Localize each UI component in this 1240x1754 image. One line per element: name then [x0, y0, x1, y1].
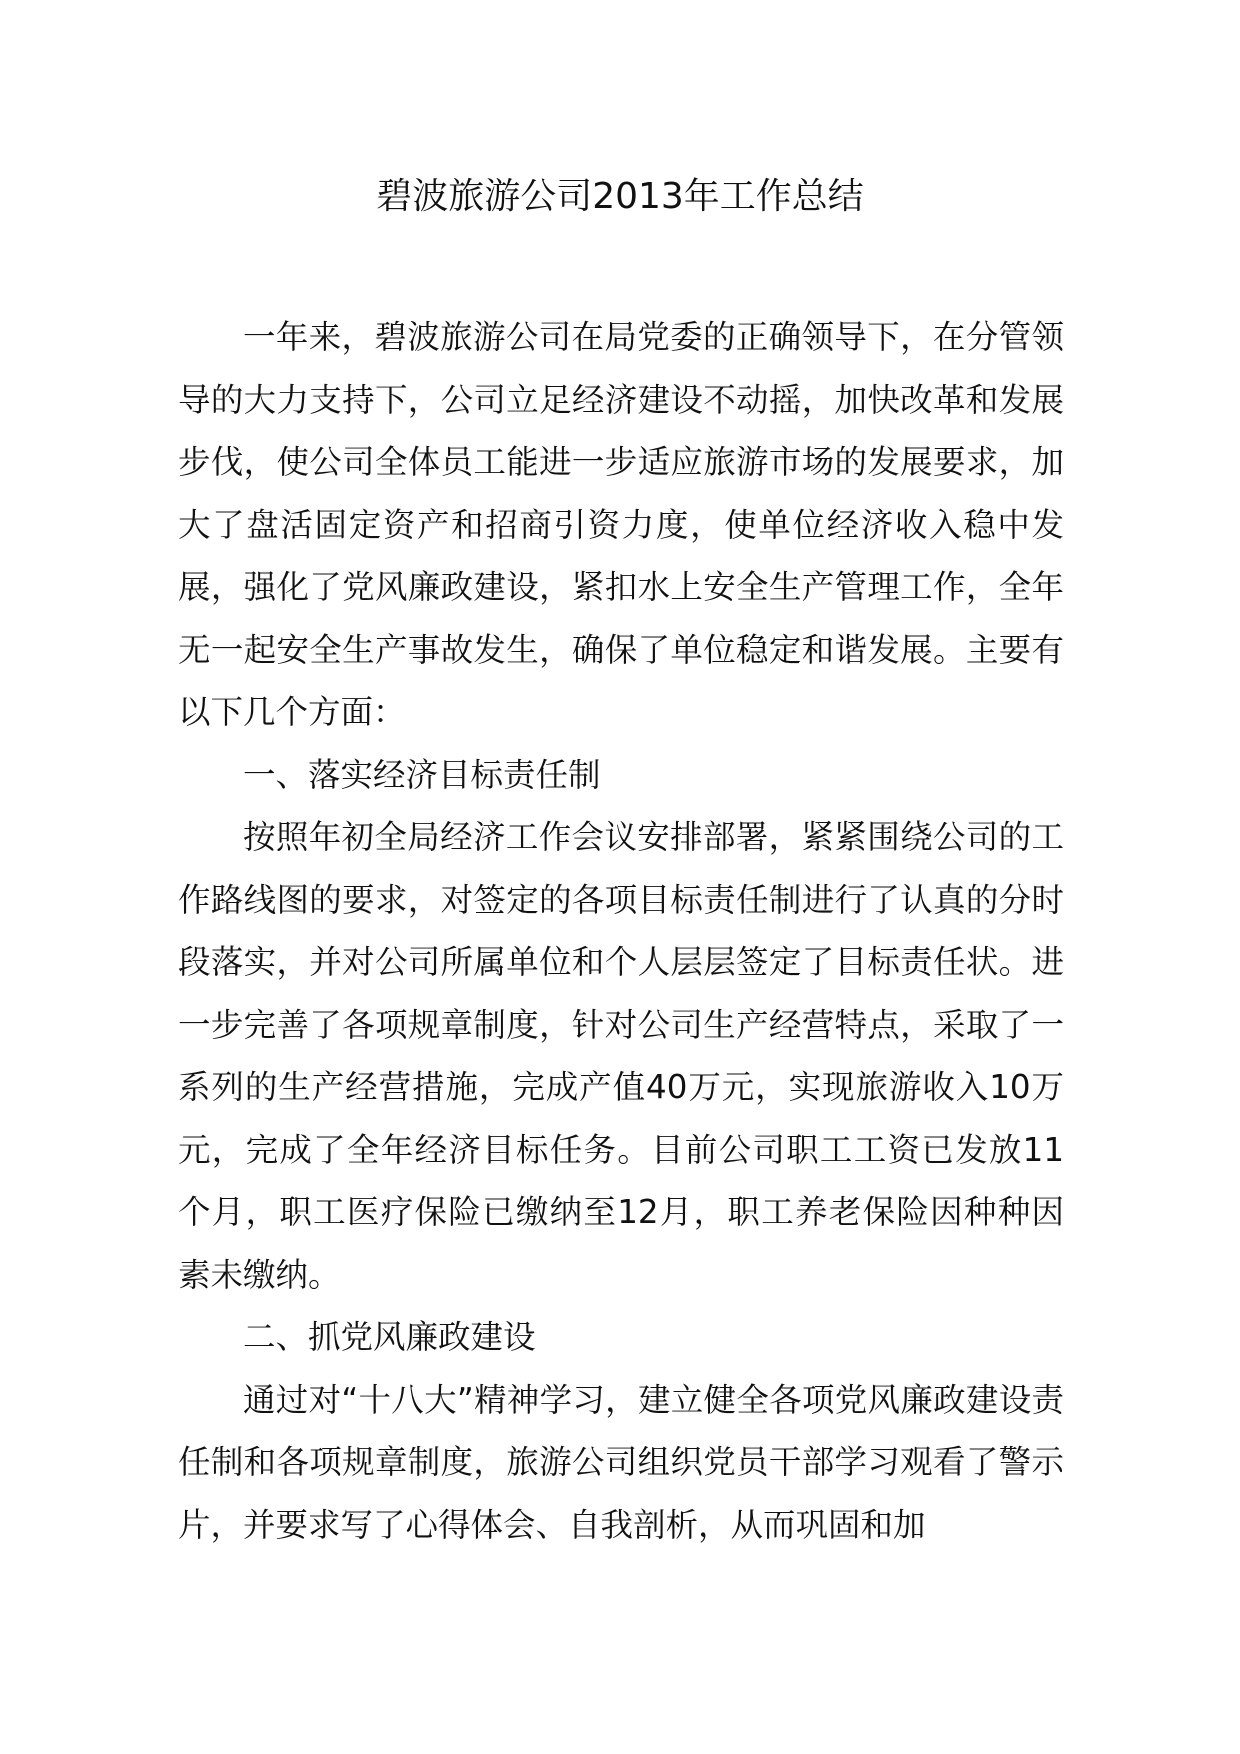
- document-title: 碧波旅游公司2013年工作总结: [376, 176, 864, 217]
- paragraph-economic-targets: 按照年初全局经济工作会议安排部署，紧紧围绕公司的工作路线图的要求，对签定的各项目标责任制进行了认真的分时段落实，并对公司所属单位和个人层层签定了目标责任状。进一步完善了各项规章制度，针对公司生产经营特点，采取了一系列的生产经营措施，完成产值40万元，实现旅游收入10万元，完成了全年经济目标任务。目前公司职工工资已发放11个月，职工医疗保险已缴纳至12月，职工养老保险因种种因素未缴纳。: [178, 818, 1064, 1294]
- document-body: [178, 306, 1064, 1556]
- section-heading-2: 二、抓党风廉政建设: [243, 1318, 536, 1356]
- paragraph-party-integrity: 通过对“十八大”精神学习，建立健全各项党风廉政建设责任制和各项规章制度，旅游公司组织党员干部学习观看了警示片，并要求写了心得体会、自我剖析，从而巩固和加: [178, 1380, 1064, 1544]
- section-heading-1: 一、落实经济目标责任制: [243, 755, 601, 794]
- paragraph-intro: 一年来，碧波旅游公司在局党委的正确领导下，在分管领导的大力支持下，公司立足经济建设不动摇，加快改革和发展步伐，使公司全体员工能进一步适应旅游市场的发展要求，加大了盘活固定资产和招商引资力度，使单位经济收入稳中发展，强化了党风廉政建设，紧扣水上安全生产管理工作，全年无一起安全生产事故发生，确保了单位稳定和谐发展。主要有以下几个方面：: [178, 318, 1064, 731]
